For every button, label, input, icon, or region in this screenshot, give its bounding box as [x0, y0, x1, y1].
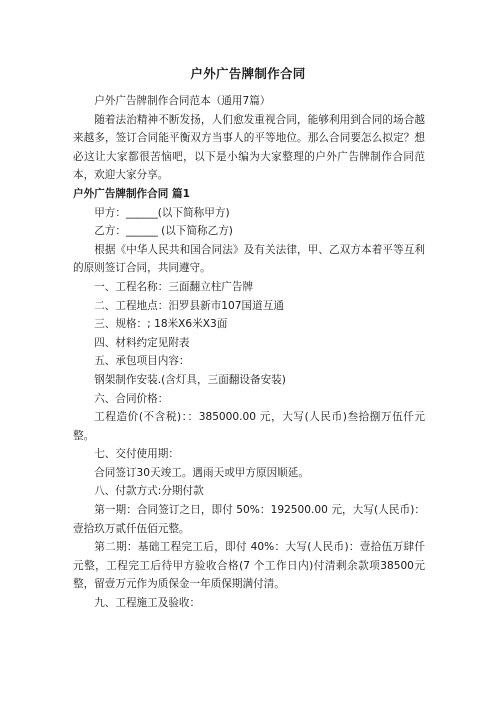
clause-5-detail: 钢架制作安装.(含灯具，三面翻设备安装)	[94, 373, 286, 386]
clause-4: 四、材料约定见附表	[94, 336, 190, 349]
document-body	[73, 92, 425, 613]
clause-6: 六、合同价格：	[94, 392, 169, 405]
paragraph-intro-title: 户外广告牌制作合同范本（通用7篇）	[94, 95, 271, 107]
clause-3: 三、规格：; 18米X6米X3面	[94, 318, 228, 331]
clause-1: 一、工程名称：三面翻立柱广告牌	[94, 280, 254, 293]
clause-9: 九、工程施工及验收：	[94, 597, 201, 610]
paragraph-intro: 随着法治精神不断发扬，人们愈发重视合同，能够利用到合同的场合越来越多，签订合同能平衡双方当事人的平等地位。那么合同要怎么拟定？想必这让大家都很苦恼吧，以下是小编为大家整理的户外广告牌制作合同范本，欢迎大家分享。	[73, 113, 425, 182]
clause-8-phase-1: 第一期：合同签订之日，即付 50%：192500.00 元，大写(人民币)：壹拾玖万贰仟伍佰元整。	[73, 504, 425, 535]
legal-basis: 根据《中华人民共和国合同法》及有关法律，甲、乙双方本着平等互利的原则签订合同，共同遵守。	[73, 243, 425, 275]
clause-5: 五、承包项目内容：	[94, 355, 190, 368]
party-b: 乙方：______ (以下简称乙方)	[94, 225, 233, 238]
section-heading: 户外广告牌制作合同 篇1	[73, 187, 190, 200]
party-a: 甲方：______(以下简称甲方)	[94, 206, 230, 219]
clause-8-phase-2: 第二期：基础工程完工后，即付 40%：大写(人民币)：壹拾伍万肆仟元整，工程完工后待甲方验收合格(7 个工作日内)付清剩余款项38500元整，留壹万元作为质保金一年质保期满付清。	[73, 541, 425, 591]
document-title: 户外广告牌制作合同	[190, 66, 306, 81]
clause-2: 二、工程地点：汨罗县新市107国道互通	[94, 299, 284, 312]
clause-7: 七、交付使用期：	[94, 448, 179, 461]
clause-6-detail: 工程造价(不含税)：：385000.00 元，大写(人民币)叁拾捌万伍仟元整。	[73, 411, 425, 442]
clause-7-detail: 合同签订30天竣工。遇雨天或甲方原因顺延。	[94, 466, 309, 479]
clause-8: 八、付款方式:分期付款	[94, 485, 204, 498]
